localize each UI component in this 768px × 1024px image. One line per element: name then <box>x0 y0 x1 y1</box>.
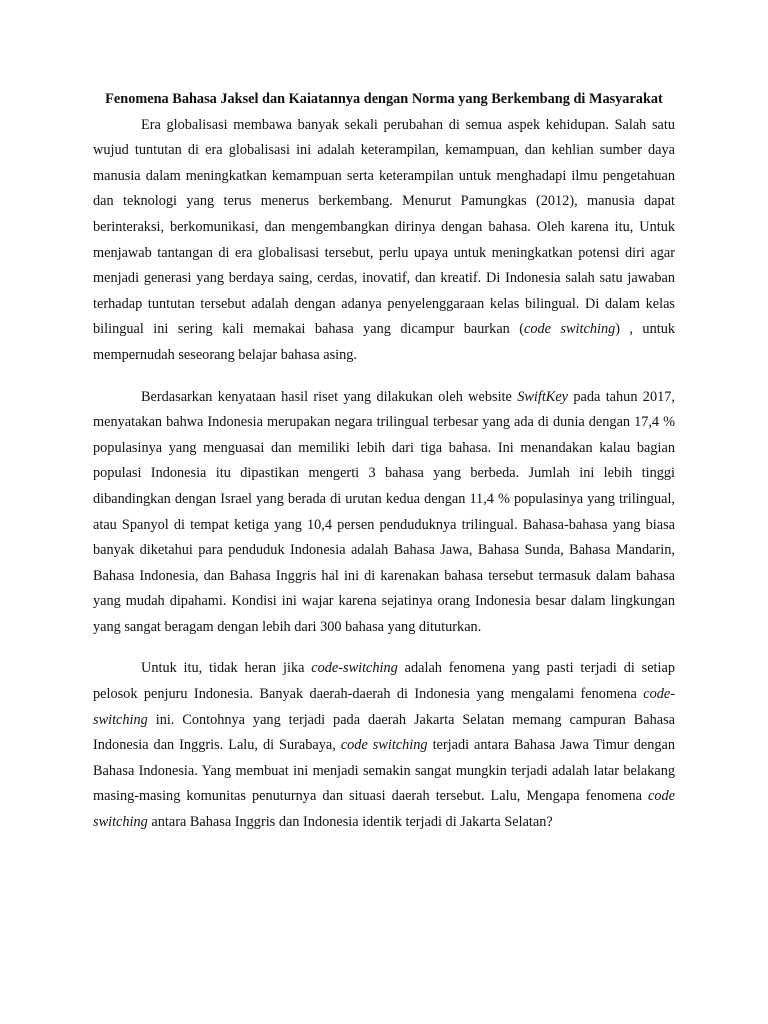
paragraph-1-italic-term: code switching <box>524 321 616 338</box>
document-body <box>93 87 675 836</box>
paragraph-1-text: Era globalisasi membawa banyak sekali perubahan di semua aspek kehidupan. Salah satu wujud tuntutan di era globalisasi ini adalah keterampilan, kemampuan, dan kehlian sumber daya manusia dalam meningkatkan kemampuan serta keterampilan untuk menghadapi ilmu pengetahuan dan teknologi yang terus menerus berkembang. Menurut Pamungkas (2012), manusia dapat berinteraksi, berkomunikasi, dan mengembangkan dirinya dengan bahasa. Oleh karena itu, Untuk menjawab tantangan di era globalisasi tersebut, perlu upaya untuk meningkatkan potensi diri agar menjadi generasi yang berdaya saing, cerdas, inovatif, dan kreatif. Di Indonesia salah satu jawaban terhadap tuntutan tersebut adalah dengan adanya penyelenggaraan kelas bilingual. Di dalam kelas bilingual ini sering kali memakai bahasa yang dicampur baurkan ( <box>93 116 675 338</box>
paragraph-2-text: pada tahun 2017, menyatakan bahwa Indonesia merupakan negara trilingual terbesar yang ada di dunia dengan 17,4 % populasinya yang menguasai dan memiliki lebih dari tiga bahasa. Ini menandakan kalau bagian populasi Indonesia itu dipastikan mengerti 3 bahasa yang berbeda. Jumlah ini lebih tinggi dibandingkan dengan Israel yang berada di urutan kedua dengan 11,4 % populasinya yang trilingual, atau Spanyol di tempat ketiga yang 10,4 persen penduduknya trilingual. Bahasa-bahasa yang biasa banyak diketahui para penduduk Indonesia adalah Bahasa Jawa, Bahasa Sunda, Bahasa Mandarin, Bahasa Indonesia, dan Bahasa Inggris hal ini di karenakan bahasa tersebut termasuk dalam bahasa yang mudah dipahami. Kondisi ini wajar karena sejatinya orang Indonesia besar dalam lingkungan yang sangat beragam dengan lebih dari 300 bahasa yang dituturkan. <box>93 388 675 635</box>
paragraph-2 <box>93 385 675 641</box>
paragraph-1-text: ) , untuk mempernudah seseorang belajar bahasa asing. <box>93 321 676 363</box>
paragraph-3-text: adalah fenomena yang pasti terjadi di setiap pelosok penjuru Indonesia. Banyak daerah-daerah di Indonesia yang mengalami fenomena <box>93 660 675 703</box>
paragraph-3-italic-term: code-switching <box>93 686 675 728</box>
paragraph-3-text: antara Bahasa Inggris dan Indonesia identik terjadi di Jakarta Selatan? <box>147 814 553 831</box>
paragraph-2-italic-term: SwiftKey <box>517 388 569 405</box>
paragraph-3-italic-term: code switching <box>340 737 428 754</box>
paragraph-3 <box>93 656 675 835</box>
paragraph-3-text: terjadi antara Bahasa Jawa Timur dengan Bahasa Indonesia. Yang membuat ini menjadi semakin sangat mungkin terjadi adalah latar belakang masing-masing komunitas penuturnya dan situasi daerah tersebut. Lalu, Mengapa fenomena <box>93 737 675 805</box>
paragraph-3-text: ini. Contohnya yang terjadi pada daerah Jakarta Selatan memang campuran Bahasa Indonesia dan Inggris. Lalu, di Surabaya, <box>93 711 675 754</box>
paragraph-3-italic-term: code-switching <box>311 660 398 677</box>
paragraph-3-text: Untuk itu, tidak heran jika <box>141 660 312 677</box>
paragraph-3-italic-term: code switching <box>93 788 675 831</box>
paragraph-1 <box>93 113 675 369</box>
paragraph-2-text: Berdasarkan kenyataan hasil riset yang dilakukan oleh website <box>141 388 518 405</box>
document-title: Fenomena Bahasa Jaksel dan Kaiatannya dengan Norma yang Berkembang di Masyarakat <box>105 91 663 107</box>
